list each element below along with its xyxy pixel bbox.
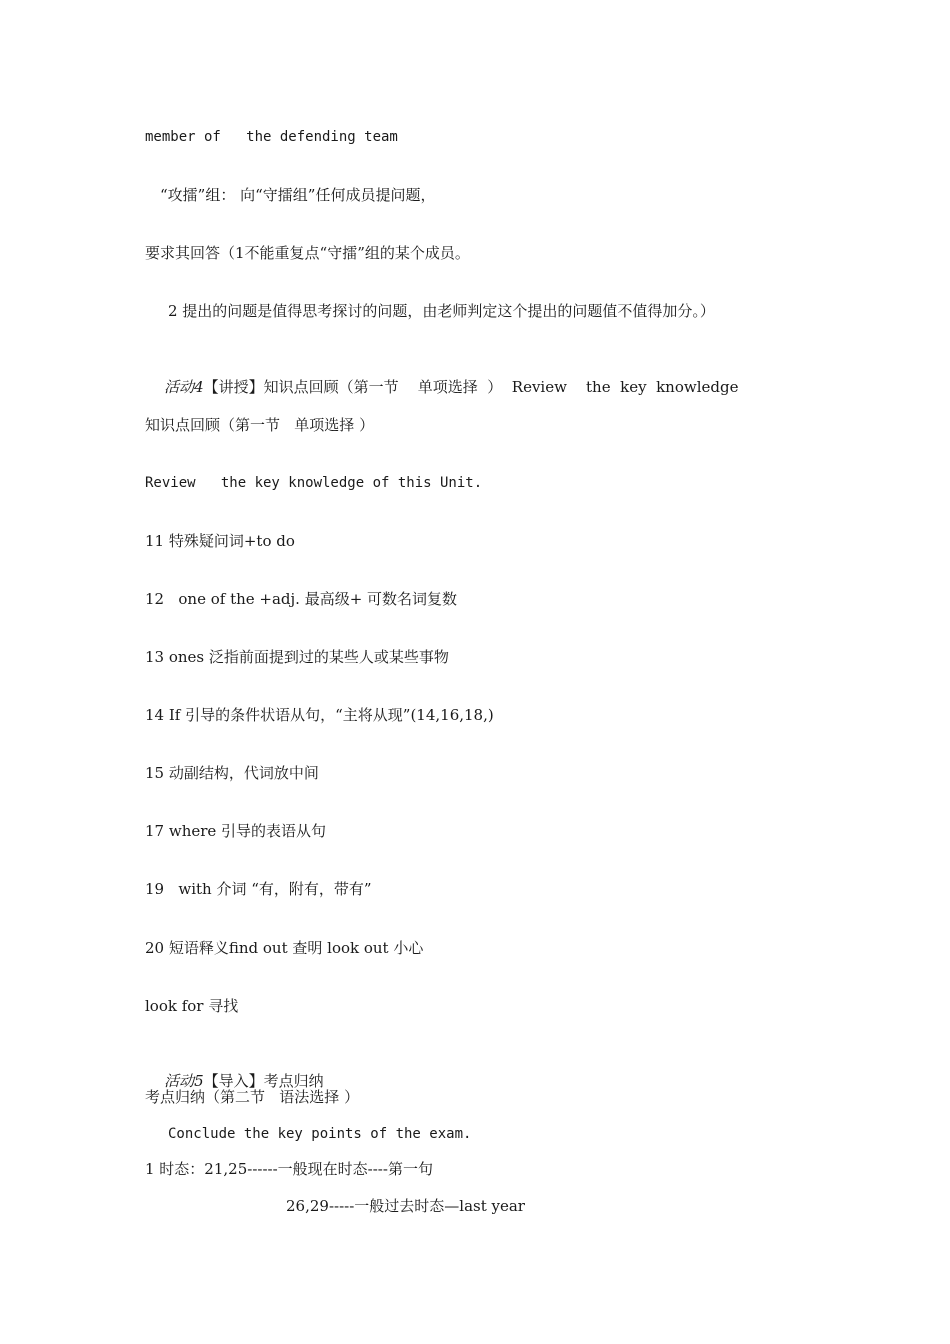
activity-label: 活动5	[164, 1072, 204, 1090]
text-line: “攻擂”组： 向“守擂组”任何成员提问题，	[160, 186, 436, 204]
text-line: 14 If 引导的条件状语从句，“主将从现”(14,16,18,)	[145, 706, 494, 724]
text-line: Conclude the key points of the exam.	[168, 1126, 472, 1142]
text-line: 15 动副结构，代词放中间	[145, 764, 319, 782]
text-line: 17 where 引导的表语从句	[145, 822, 327, 840]
text-line: 12 one of the +adj. 最高级+ 可数名词复数	[145, 590, 458, 608]
text-line: 1 时态：21,25------一般现在时态----第一句	[145, 1160, 433, 1178]
text-line: 20 短语释义find out 查明 look out 小心	[145, 939, 424, 957]
text-line: look for 寻找	[145, 997, 239, 1015]
text-line: 11 特殊疑问词+to do	[145, 532, 295, 550]
text-line: 2 提出的问题是值得思考探讨的问题，由老师判定这个提出的问题值不值得加分。）	[168, 302, 715, 320]
text-line: member of the defending team	[145, 129, 398, 145]
text-line: 13 ones 泛指前面提到过的某些人或某些事物	[145, 648, 449, 666]
text-line: Review the key knowledge of this Unit.	[145, 475, 483, 491]
activity-label: 活动4	[164, 378, 204, 396]
text-line: 要求其回答（1不能重复点“守擂”组的某个成员。	[145, 244, 470, 262]
activity-title: 【讲授】知识点回顾（第一节 单项选择 ） Review the key knowledge	[203, 378, 739, 396]
activity-heading	[145, 357, 738, 417]
text-line: 19 with 介词 “有，附有，带有”	[145, 880, 372, 898]
activity-title: 【导入】考点归纳	[203, 1072, 324, 1090]
text-line: 知识点回顾（第一节 单项选择 ）	[145, 416, 375, 434]
text-line: 考点归纳（第二节 语法选择 ）	[145, 1088, 360, 1106]
text-line: 26,29-----一般过去时态—last year	[286, 1197, 525, 1215]
